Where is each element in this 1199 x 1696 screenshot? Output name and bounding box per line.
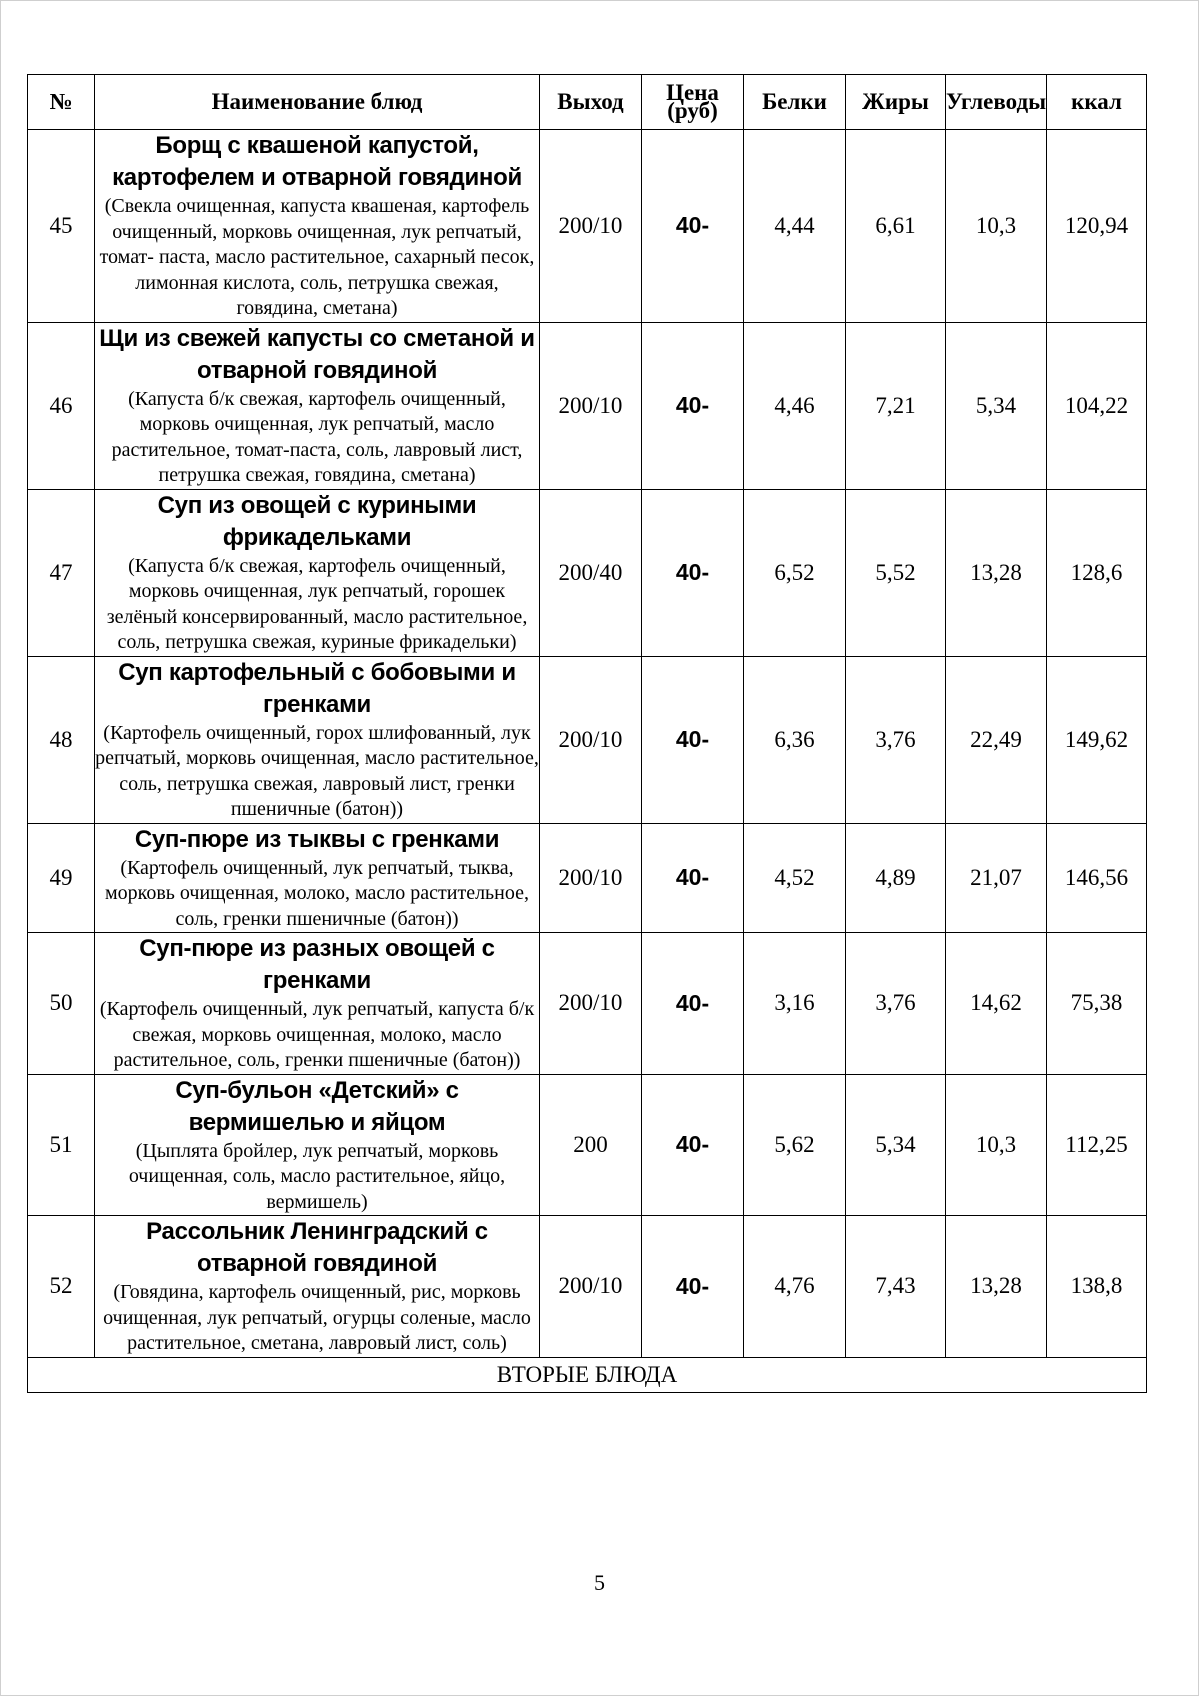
dish-title: Рассольник Ленинградский с отварной говядиной bbox=[146, 1218, 488, 1277]
price-cell: 40- bbox=[642, 322, 744, 489]
header-fat: Жиры bbox=[846, 75, 946, 130]
output-cell: 200/10 bbox=[540, 656, 642, 823]
fat-cell: 7,43 bbox=[846, 1216, 946, 1358]
carbs-cell: 10,3 bbox=[946, 1074, 1047, 1216]
fat-cell: 6,61 bbox=[846, 130, 946, 323]
kcal-cell: 146,56 bbox=[1047, 823, 1147, 933]
dish-ingredients: (Свекла очищенная, капуста квашеная, картофель очищенный, морковь очищенная, лук репчатый, томат- паста, масло растительное, сахарный песок, лимонная кислота, соль, петрушка свежая, говядина, сметана) bbox=[99, 195, 535, 319]
menu-table bbox=[27, 74, 1147, 1393]
price-cell: 40- bbox=[642, 656, 744, 823]
row-number: 50 bbox=[28, 933, 95, 1075]
dish-cell bbox=[95, 1216, 540, 1358]
protein-cell: 6,52 bbox=[744, 489, 846, 656]
header-row bbox=[28, 75, 1147, 130]
kcal-cell: 120,94 bbox=[1047, 130, 1147, 323]
protein-cell: 5,62 bbox=[744, 1074, 846, 1216]
output-cell: 200/40 bbox=[540, 489, 642, 656]
section-title: ВТОРЫЕ БЛЮДА bbox=[28, 1357, 1147, 1392]
output-cell: 200 bbox=[540, 1074, 642, 1216]
protein-cell: 3,16 bbox=[744, 933, 846, 1075]
row-number: 45 bbox=[28, 130, 95, 323]
fat-cell: 4,89 bbox=[846, 823, 946, 933]
row-number: 47 bbox=[28, 489, 95, 656]
row-number: 46 bbox=[28, 322, 95, 489]
dish-ingredients: (Цыплята бройлер, лук репчатый, морковь очищенная, соль, масло растительное, яйцо, вермишель) bbox=[128, 1139, 506, 1213]
dish-cell bbox=[95, 933, 540, 1075]
dish-title: Суп-бульон «Детский» с вермишелью и яйцом bbox=[175, 1076, 459, 1136]
dish-cell bbox=[95, 130, 540, 323]
page-number: 5 bbox=[594, 1570, 605, 1595]
fat-cell: 3,76 bbox=[846, 933, 946, 1075]
protein-cell: 4,46 bbox=[744, 322, 846, 489]
row-number: 51 bbox=[28, 1074, 95, 1216]
table-row bbox=[28, 489, 1147, 656]
dish-ingredients: (Говядина, картофель очищенный, рис, морковь очищенная, лук репчатый, огурцы соленые, масло растительное, сметана, лавровый лист, соль) bbox=[103, 1281, 531, 1354]
carbs-cell: 22,49 bbox=[946, 656, 1047, 823]
header-output: Выход bbox=[540, 75, 642, 130]
dish-ingredients: (Капуста б/к свежая, картофель очищенный, морковь очищенная, лук репчатый, масло растительное, томат-паста, соль, лавровый лист, петрушка свежая, говядина, сметана) bbox=[111, 387, 523, 486]
kcal-cell: 75,38 bbox=[1047, 933, 1147, 1075]
fat-cell: 5,34 bbox=[846, 1074, 946, 1216]
protein-cell: 4,76 bbox=[744, 1216, 846, 1358]
dish-ingredients: (Картофель очищенный, лук репчатый, тыква, морковь очищенная, молоко, масло растительное, соль, гренки пшеничные (батон)) bbox=[105, 856, 529, 930]
table-row bbox=[28, 656, 1147, 823]
kcal-cell: 104,22 bbox=[1047, 322, 1147, 489]
dish-title: Суп-пюре из разных овощей с гренками bbox=[139, 935, 495, 994]
dish-cell bbox=[95, 823, 540, 933]
section-row bbox=[28, 1357, 1147, 1392]
kcal-cell: 138,8 bbox=[1047, 1216, 1147, 1358]
dish-ingredients: (Картофель очищенный, лук репчатый, капуста б/к свежая, морковь очищенная, молоко, масло растительное, соль, гренки пшеничные (батон)) bbox=[99, 998, 535, 1071]
dish-ingredients: (Картофель очищенный, горох шлифованный, лук репчатый, морковь очищенная, масло растительное, соль, петрушка свежая, лавровый лист, гренки пшеничные (батон)) bbox=[95, 721, 539, 820]
output-cell: 200/10 bbox=[540, 933, 642, 1075]
carbs-cell: 21,07 bbox=[946, 823, 1047, 933]
kcal-cell: 128,6 bbox=[1047, 489, 1147, 656]
header-carbs: Углеводы bbox=[946, 75, 1047, 130]
output-cell: 200/10 bbox=[540, 1216, 642, 1358]
header-kcal: ккал bbox=[1047, 75, 1147, 130]
output-cell: 200/10 bbox=[540, 322, 642, 489]
fat-cell: 5,52 bbox=[846, 489, 946, 656]
output-cell: 200/10 bbox=[540, 823, 642, 933]
row-number: 49 bbox=[28, 823, 95, 933]
dish-cell bbox=[95, 489, 540, 656]
dish-cell bbox=[95, 656, 540, 823]
row-number: 52 bbox=[28, 1216, 95, 1358]
kcal-cell: 112,25 bbox=[1047, 1074, 1147, 1216]
dish-cell bbox=[95, 322, 540, 489]
price-cell: 40- bbox=[642, 130, 744, 323]
price-cell: 40- bbox=[642, 489, 744, 656]
price-cell: 40- bbox=[642, 1074, 744, 1216]
dish-title: Суп картофельный с бобовыми и гренками bbox=[118, 658, 516, 718]
fat-cell: 7,21 bbox=[846, 322, 946, 489]
table-row bbox=[28, 933, 1147, 1075]
protein-cell: 4,44 bbox=[744, 130, 846, 323]
carbs-cell: 13,28 bbox=[946, 489, 1047, 656]
dish-title: Щи из свежей капусты со сметаной и отварной говядиной bbox=[99, 324, 535, 384]
table-row bbox=[28, 1216, 1147, 1358]
table-row bbox=[28, 1074, 1147, 1216]
fat-cell: 3,76 bbox=[846, 656, 946, 823]
table-row bbox=[28, 130, 1147, 323]
header-dish-name: Наименование блюд bbox=[95, 75, 540, 130]
price-cell: 40- bbox=[642, 1216, 744, 1358]
dish-title: Борщ с квашеной капустой, картофелем и отварной говядиной bbox=[112, 132, 522, 191]
carbs-cell: 13,28 bbox=[946, 1216, 1047, 1358]
output-cell: 200/10 bbox=[540, 130, 642, 323]
dish-title: Суп из овощей с куриными фрикадельками bbox=[157, 491, 477, 551]
price-cell: 40- bbox=[642, 823, 744, 933]
row-number: 48 bbox=[28, 656, 95, 823]
carbs-cell: 10,3 bbox=[946, 130, 1047, 323]
protein-cell: 6,36 bbox=[744, 656, 846, 823]
dish-cell bbox=[95, 1074, 540, 1216]
dish-ingredients: (Капуста б/к свежая, картофель очищенный, морковь очищенная, лук репчатый, горошек зелёный консервированный, масло растительное, соль, петрушка свежая, куриные фрикадельки) bbox=[106, 554, 528, 653]
kcal-cell: 149,62 bbox=[1047, 656, 1147, 823]
table-row bbox=[28, 322, 1147, 489]
protein-cell: 4,52 bbox=[744, 823, 846, 933]
carbs-cell: 14,62 bbox=[946, 933, 1047, 1075]
table-row bbox=[28, 823, 1147, 933]
header-protein: Белки bbox=[744, 75, 846, 130]
dish-title: Суп-пюре из тыквы с гренками bbox=[134, 825, 500, 853]
header-number: № bbox=[28, 75, 95, 130]
price-cell: 40- bbox=[642, 933, 744, 1075]
carbs-cell: 5,34 bbox=[946, 322, 1047, 489]
header-price: Цена (руб) bbox=[642, 75, 744, 130]
